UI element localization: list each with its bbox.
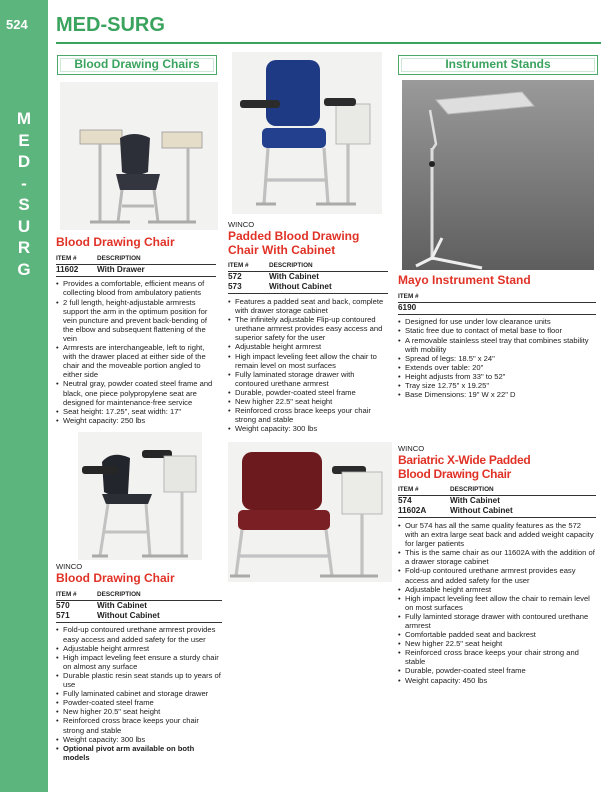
- feature-item: • New higher 22.5" seat height: [398, 639, 596, 648]
- product-title: Blood Drawing Chair: [56, 235, 175, 249]
- brand-label: WINCO: [398, 444, 425, 453]
- feature-item: • A removable stainless steel tray that combines stability with mobility: [398, 336, 596, 354]
- feature-item: • Durable, powder-coated steel frame: [398, 666, 596, 675]
- item-table-rule: [56, 622, 222, 623]
- feature-list: [228, 297, 388, 433]
- side-letter: U: [17, 216, 31, 236]
- page-header: [0, 0, 612, 44]
- item-number: 11602: [56, 264, 79, 274]
- product-padded-blood-drawing-chair: [228, 220, 388, 433]
- feature-item: • Height adjusts from 33" to 52": [398, 372, 596, 381]
- product-blood-drawing-chair-11602: [56, 236, 216, 425]
- side-tab-letters: [0, 108, 48, 280]
- item-table-header: [228, 261, 388, 272]
- product-title: Blood Drawing Chair: [56, 571, 175, 586]
- page-title: MED-SURG: [56, 14, 165, 36]
- feature-item: • The infinitely adjustable Flip-up contoured urethane armrest provides easy access and superior safety for the user: [228, 315, 388, 342]
- item-row: [398, 506, 596, 516]
- side-letter: R: [17, 238, 31, 257]
- feature-list: [56, 279, 216, 425]
- feature-item: • Adjustable height armrest: [228, 342, 388, 351]
- section-tab-border: [60, 58, 214, 72]
- side-letter: M: [16, 109, 32, 128]
- item-col-header: ITEM #: [56, 254, 77, 262]
- product-mayo-instrument-stand: [398, 274, 596, 399]
- description-col-header: DESCRIPTION: [269, 262, 313, 270]
- feature-item-highlight: • Optional pivot arm available on both models: [56, 744, 222, 762]
- bariatric-blood-drawing-chair-image: [228, 442, 392, 582]
- product-title: Mayo Instrument Stand: [398, 273, 531, 287]
- item-table-rule: [398, 517, 596, 518]
- item-row: [398, 496, 596, 506]
- item-description: Without Cabinet: [269, 282, 332, 292]
- feature-item: • Reinforced cross brace keeps your chair strong and stable: [56, 716, 222, 734]
- feature-list: [398, 521, 596, 685]
- feature-item: • Fold-up contoured urethane armrest provides easy access and added safety for the user: [398, 566, 596, 584]
- item-row: [228, 272, 388, 282]
- feature-list: [56, 625, 222, 761]
- feature-item: • High impact leveling feet ensure a sturdy chair on almost any surface: [56, 653, 222, 671]
- feature-item: • Weight capacity: 250 lbs: [56, 416, 216, 425]
- feature-item: • Static free due to contact of metal base to floor: [398, 326, 596, 335]
- section-tab-instrument-stands: [398, 55, 598, 75]
- feature-list: [398, 317, 596, 399]
- mayo-instrument-stand-image: [402, 80, 594, 270]
- feature-item: • Fully laminated cabinet and storage drawer: [56, 689, 222, 698]
- item-table-header: [56, 590, 222, 601]
- item-number: 571: [56, 610, 70, 620]
- feature-item: • This is the same chair as our 11602A with the addition of a drawer storage cabinet: [398, 548, 596, 566]
- side-letter: D: [17, 152, 31, 171]
- feature-item: • Tray size 12.75" x 19.25": [398, 381, 596, 390]
- feature-item: • High impact leveling feet allow the chair to remain level on most surfaces: [398, 594, 596, 612]
- feature-item: • New higher 22.5" seat height: [228, 397, 388, 406]
- feature-item: • Features a padded seat and back, complete with drawer storage cabinet: [228, 297, 388, 315]
- feature-item: • Armrests are interchangeable, left to right, with the drawer placed at either side of the chair and the moveable portion angled to either side: [56, 343, 216, 379]
- feature-item: • High impact leveling feet allow the chair to remain level on most surfaces: [228, 352, 388, 370]
- feature-item: • Designed for use under low clearance units: [398, 317, 596, 326]
- item-row: [56, 601, 222, 611]
- product-title: Padded Blood Drawing: [228, 229, 360, 244]
- section-tab-label: Blood Drawing Chairs: [74, 57, 200, 71]
- item-description: With Cabinet: [450, 496, 500, 506]
- feature-item: • Durable, powder-coated steel frame: [228, 388, 388, 397]
- product-winco-blood-drawing-chair: [56, 562, 222, 762]
- item-row: [228, 282, 388, 292]
- side-letter: E: [18, 130, 30, 150]
- side-letter: S: [18, 195, 30, 214]
- blood-drawing-chair-image: [60, 82, 218, 230]
- item-description: With Cabinet: [269, 272, 319, 282]
- feature-item: • Reinforced cross brace keeps your chair strong and stable: [228, 406, 388, 424]
- product-bariatric-blood-drawing-chair: [398, 444, 596, 685]
- section-tab-label: Instrument Stands: [445, 57, 551, 71]
- item-row: [56, 611, 222, 621]
- feature-item: • Adjustable height armrest: [56, 644, 222, 653]
- description-col-header: DESCRIPTION: [97, 254, 141, 262]
- page-number: 524: [0, 0, 48, 44]
- product-title: Bariatric X-Wide Padded: [398, 453, 531, 468]
- item-number: 573: [228, 282, 242, 292]
- item-table-rule: [398, 314, 596, 315]
- item-number: 574: [398, 496, 412, 506]
- section-tab-border: [401, 58, 595, 72]
- section-tab-blood-drawing-chairs: [57, 55, 217, 75]
- feature-item: • 2 full length, height-adjustable armrests support the arm in the optimum position for vein puncture and prevent back-bending of the elbow and subsequent flattening of the vein: [56, 298, 216, 343]
- item-number: 6190: [398, 302, 417, 312]
- item-col-header: ITEM #: [398, 486, 419, 494]
- item-number: 570: [56, 600, 70, 610]
- item-description: Without Cabinet: [97, 610, 160, 620]
- feature-item: • Our 574 has all the same quality features as the 572 with an extra large seat back and added weight capacity for larger patients: [398, 521, 596, 548]
- product-title: Blood Drawing Chair: [398, 466, 511, 481]
- item-table-rule: [56, 276, 216, 277]
- blood-drawing-chair-image: [78, 432, 202, 560]
- item-description: With Cabinet: [97, 600, 147, 610]
- feature-item: • Spread of legs: 18.5" x 24": [398, 354, 596, 363]
- feature-item: • Weight capacity: 300 lbs: [56, 735, 222, 744]
- item-col-header: ITEM #: [398, 292, 419, 300]
- item-number: 11602A: [398, 506, 427, 516]
- feature-item: • Fully laminted storage drawer with contoured urethane armrest: [398, 612, 596, 630]
- brand-label: WINCO: [228, 220, 255, 229]
- feature-item: • Durable plastic resin seat stands up to years of use: [56, 671, 222, 689]
- description-col-header: DESCRIPTION: [97, 590, 141, 598]
- side-letter: G: [17, 259, 31, 279]
- feature-item: • Fully laminated storage drawer with contoured urethane armrest: [228, 370, 388, 388]
- item-number: 572: [228, 272, 242, 282]
- feature-item: • Powder-coated steel frame: [56, 698, 222, 707]
- feature-item: • Provides a comfortable, efficient means of collecting blood from ambulatory patients: [56, 279, 216, 297]
- item-col-header: ITEM #: [56, 590, 77, 598]
- brand-label: WINCO: [56, 562, 83, 571]
- item-description: With Drawer: [97, 264, 145, 274]
- feature-item: • Reinforced cross brace keeps your chair strong and stable: [398, 648, 596, 666]
- feature-item: • New higher 20.5" seat height: [56, 707, 222, 716]
- item-table-header: [56, 254, 216, 265]
- feature-item: • Weight capacity: 450 lbs: [398, 676, 596, 685]
- item-table-header: [398, 485, 596, 496]
- padded-blood-drawing-chair-image: [232, 52, 382, 214]
- header-rule: [56, 42, 601, 44]
- feature-item: • Neutral gray, powder coated steel frame and black, one piece polypropylene seat are designed for maintenance-free service: [56, 379, 216, 406]
- item-row: [398, 303, 596, 313]
- item-col-header: ITEM #: [228, 262, 249, 270]
- item-table-rule: [228, 293, 388, 294]
- description-col-header: DESCRIPTION: [450, 486, 494, 494]
- feature-item: • Adjustable height armrest: [398, 585, 596, 594]
- feature-item: • Weight capacity: 300 lbs: [228, 424, 388, 433]
- feature-item: • Seat height: 17.25", seat width: 17": [56, 407, 216, 416]
- feature-item: • Fold-up contoured urethane armrest provides easy access and added safety for the user: [56, 625, 222, 643]
- feature-item: • Extends over table: 20": [398, 363, 596, 372]
- item-description: Without Cabinet: [450, 506, 513, 516]
- side-letter: -: [21, 173, 27, 193]
- item-row: [56, 265, 216, 275]
- feature-item: • Comfortable padded seat and backrest: [398, 630, 596, 639]
- feature-item: • Base Dimensions: 19" W x 22" D: [398, 390, 596, 399]
- item-table-header: [398, 292, 596, 303]
- product-title: Chair With Cabinet: [228, 242, 336, 257]
